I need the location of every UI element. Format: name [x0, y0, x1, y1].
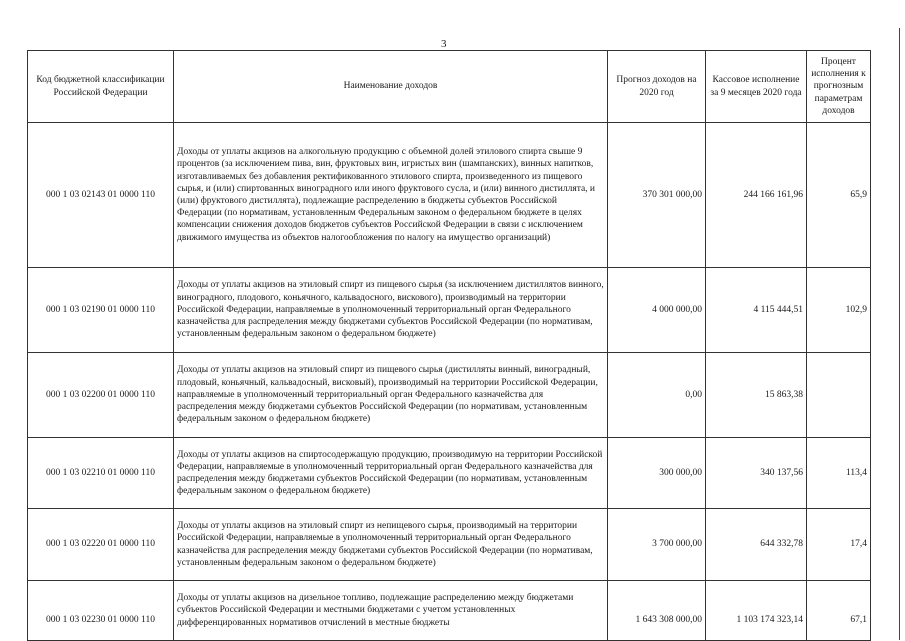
- row-forecast: 0,00: [608, 353, 706, 438]
- row-forecast: 300 000,00: [608, 438, 706, 509]
- row-executed: 4 115 444,51: [706, 268, 807, 353]
- row-name: Доходы от уплаты акцизов на этиловый спирт из пищевого сырья (за исключением дистиллятов винного, виноградного, плодового, коньячного, кальвадосного, вискового), производимый на территории Российской Федерации, направляемые в уполномоченный территориальный орган Федерального казначейства для распределения между бюджетами субъектов Российской Федерации (по нормативам, установленным федеральным законом о федеральном бюджете): [174, 268, 608, 353]
- row-executed: 15 863,38: [706, 353, 807, 438]
- row-percent: 113,4: [807, 438, 871, 509]
- header-executed: Кассовое исполнение за 9 месяцев 2020 года: [706, 51, 807, 123]
- row-forecast: 4 000 000,00: [608, 268, 706, 353]
- row-code: 000 1 03 02200 01 0000 110: [28, 353, 174, 438]
- row-percent: 65,9: [807, 123, 871, 268]
- header-forecast: Прогноз доходов на 2020 год: [608, 51, 706, 123]
- row-executed: 1 103 174 323,14: [706, 581, 807, 641]
- row-percent: 17,4: [807, 509, 871, 581]
- row-executed: 244 166 161,96: [706, 123, 807, 268]
- row-code: 000 1 03 02190 01 0000 110: [28, 268, 174, 353]
- row-forecast: 370 301 000,00: [608, 123, 706, 268]
- revenue-table: [27, 50, 871, 641]
- row-forecast: 1 643 308 000,00: [608, 581, 706, 641]
- row-name: Доходы от уплаты акцизов на спиртосодержащую продукцию, производимую на территории Российской Федерации, направляемые в уполномоченный территориальный орган Федерального казначейства для распределения между бюджетами субъектов Российской Федерации (по нормативам, установленным федеральным законом о федеральном бюджете): [174, 438, 608, 509]
- row-percent: [807, 353, 871, 438]
- scan-edge-line: [899, 28, 900, 640]
- row-code: 000 1 03 02210 01 0000 110: [28, 438, 174, 509]
- table-row: [28, 509, 871, 581]
- row-percent: 102,9: [807, 268, 871, 353]
- row-name: Доходы от уплаты акцизов на дизельное топливо, подлежащие распределению между бюджетами субъектов Российской Федерации и местными бюджетами с учетом установленных дифференцированных нормативов отчислений в местные бюджеты: [174, 581, 608, 641]
- row-name: Доходы от уплаты акцизов на этиловый спирт из пищевого сырья (дистилляты винный, виноградный, плодовый, коньячный, кальвадосный, висковый), производимый на территории Российской Федерации, направляемые в уполномоченный территориальный орган Федерального казначейства для распределения между бюджетами субъектов Российской Федерации (по нормативам, установленным федеральным законом о федеральном бюджете): [174, 353, 608, 438]
- header-percent: Процент исполнения к прогнозным параметрам доходов: [807, 51, 871, 123]
- table-row: [28, 438, 871, 509]
- header-code: Код бюджетной классификации Российской Федерации: [28, 51, 174, 123]
- table-row: [28, 353, 871, 438]
- row-percent: 67,1: [807, 581, 871, 641]
- table-header-row: [28, 51, 871, 123]
- row-name: Доходы от уплаты акцизов на этиловый спирт из непищевого сырья, производимый на территории Российской Федерации, направляемые в уполномоченный территориальный орган Федерального казначейства для распределения между бюджетами субъектов Российской Федерации (по нормативам, установленным федеральным законом о федеральном бюджете): [174, 509, 608, 581]
- header-name: Наименование доходов: [174, 51, 608, 123]
- row-code: 000 1 03 02143 01 0000 110: [28, 123, 174, 268]
- table-row: [28, 581, 871, 641]
- table-row: [28, 123, 871, 268]
- row-executed: 340 137,56: [706, 438, 807, 509]
- row-name: Доходы от уплаты акцизов на алкогольную продукцию с объемной долей этилового спирта свыше 9 процентов (за исключением пива, вин, фруктовых вин, игристых вин (шампанских), винных напитков, изготавливаемых без добавления ректификованного этилового спирта, произведенного из пищевого сырья, и (или) спиртованных виноградного или иного фруктового сусла, и (или) винного дистиллята, и (или) фруктового дистиллята), подлежащие распределению в бюджеты субъектов Российской Федерации (по нормативам, установленным Федеральным законом о федеральном бюджете в целях компенсации снижения доходов бюджетов субъектов Российской Федерации в связи с исключением движимого имущества из объектов налогообложения по налогу на имущество организаций): [174, 123, 608, 268]
- table-row: [28, 268, 871, 353]
- row-executed: 644 332,78: [706, 509, 807, 581]
- row-code: 000 1 03 02220 01 0000 110: [28, 509, 174, 581]
- row-forecast: 3 700 000,00: [608, 509, 706, 581]
- page-number: 3: [441, 38, 447, 50]
- row-code: 000 1 03 02230 01 0000 110: [28, 581, 174, 641]
